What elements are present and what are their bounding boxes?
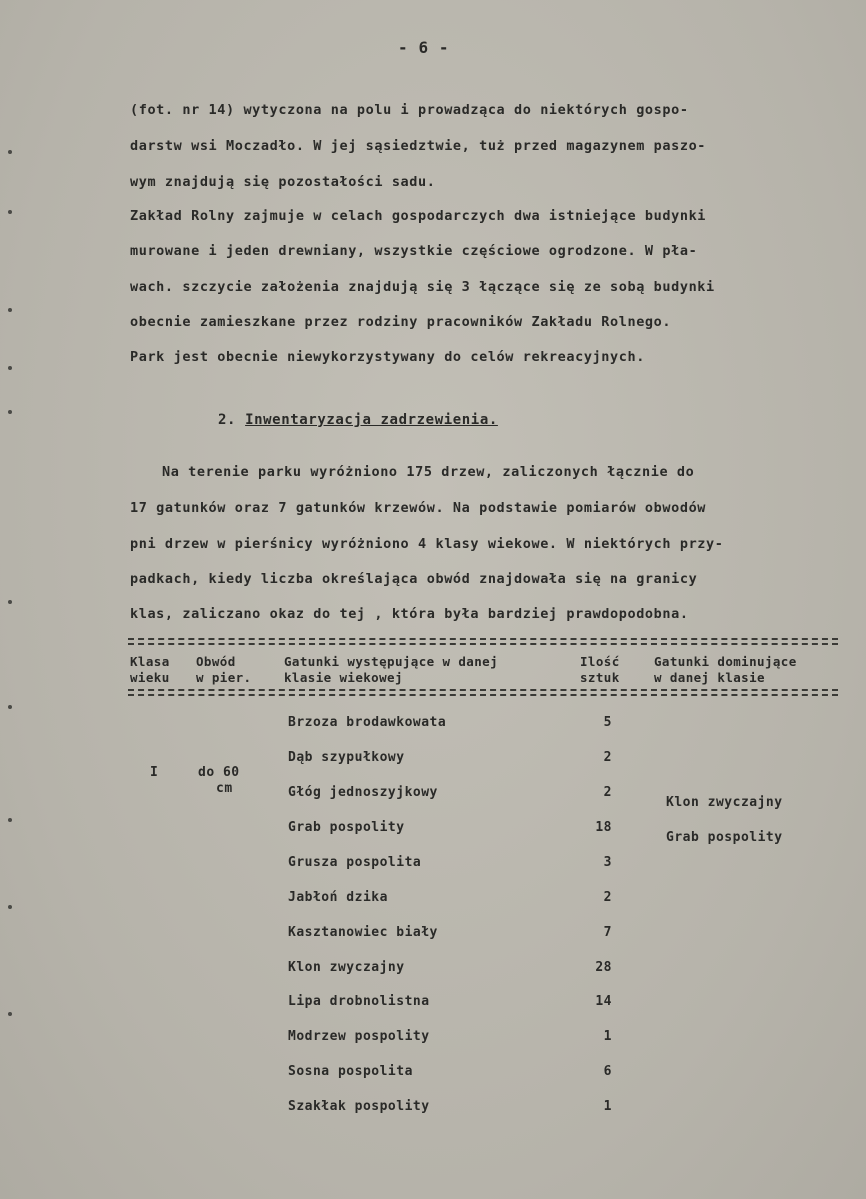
paragraph-line: (fot. nr 14) wytyczona na polu i prowadząca do niektórych gospo- (130, 102, 689, 118)
paragraph-line: wym znajdują się pozostałości sadu. (130, 174, 436, 190)
species-count: 14 (595, 994, 612, 1009)
species-name: Grusza pospolita (288, 855, 422, 870)
species-name: Klon zwyczajny (288, 960, 405, 975)
paragraph-line: pni drzew w pierśnicy wyróżniono 4 klasy wiekowe. W niektórych przy- (130, 536, 724, 552)
dominant-species: Grab pospolity (666, 830, 783, 845)
class-label: I (150, 765, 159, 780)
paragraph-line: darstw wsi Moczadło. W jej sąsiedztwie, tuż przed magazynem paszo- (130, 138, 707, 154)
punch-hole-mark (8, 905, 12, 909)
species-name: Lipa drobnolistna (288, 994, 430, 1009)
species-name: Sosna pospolita (288, 1064, 413, 1079)
species-name: Jabłoń dzika (288, 890, 388, 905)
species-name: Grab pospolity (288, 820, 405, 835)
section-number: 2. (218, 412, 237, 428)
species-name: Brzoza brodawkowata (288, 715, 447, 730)
paragraph-line: Na terenie parku wyróżniono 175 drzew, zaliczonych łącznie do (162, 464, 695, 480)
species-count: 5 (603, 715, 612, 730)
dominant-species: Klon zwyczajny (666, 795, 783, 810)
header-obwod: Obwód w pier. (196, 654, 252, 685)
punch-hole-mark (8, 818, 12, 822)
species-count: 28 (595, 960, 612, 975)
header-gatunki: Gatunki występujące w danej klasie wiekowej (284, 654, 498, 685)
header-dominujace: Gatunki dominujące w danej klasie (654, 654, 797, 685)
section-title: Inwentaryzacja zadrzewienia. (245, 412, 498, 428)
punch-hole-mark (8, 1012, 12, 1016)
punch-hole-mark (8, 705, 12, 709)
species-count: 2 (603, 785, 612, 800)
species-count: 1 (603, 1029, 612, 1044)
punch-hole-mark (8, 210, 12, 214)
paragraph-line: 17 gatunków oraz 7 gatunków krzewów. Na podstawie pomiarów obwodów (130, 500, 707, 516)
species-count: 7 (603, 925, 612, 940)
paragraph-line: Park jest obecnie niewykorzystywany do celów rekreacyjnych. (130, 349, 645, 365)
obwod-value: do 60 (198, 765, 240, 780)
table-header-rule (128, 694, 838, 696)
punch-hole-mark (8, 308, 12, 312)
table-header-rule (128, 689, 838, 691)
species-count: 2 (603, 890, 612, 905)
table-top-rule (128, 638, 838, 640)
species-name: Dąb szypułkowy (288, 750, 405, 765)
paragraph-line: padkach, kiedy liczba określająca obwód znajdowała się na granicy (130, 571, 698, 587)
species-count: 3 (603, 855, 612, 870)
page-number: - 6 - (398, 38, 450, 57)
species-count: 18 (595, 820, 612, 835)
species-name: Głóg jednoszyjkowy (288, 785, 438, 800)
section-heading (218, 412, 498, 428)
paragraph-line: wach. szczycie założenia znajdują się 3 łączące się ze sobą budynki (130, 279, 715, 295)
paragraph-line: klas, zaliczano okaz do tej , która była bardziej prawdopodobna. (130, 606, 689, 622)
header-klasa: Klasa wieku (130, 654, 170, 685)
punch-hole-mark (8, 150, 12, 154)
species-name: Modrzew pospolity (288, 1029, 430, 1044)
obwod-unit: cm (216, 781, 233, 796)
species-count: 6 (603, 1064, 612, 1079)
species-name: Szakłak pospolity (288, 1099, 430, 1114)
paragraph-line: Zakład Rolny zajmuje w celach gospodarczych dwa istniejące budynki (130, 208, 707, 224)
table-top-rule (128, 643, 838, 645)
header-ilosc: Ilość sztuk (580, 654, 620, 685)
species-count: 1 (603, 1099, 612, 1114)
paragraph-line: obecnie zamieszkane przez rodziny pracowników Zakładu Rolnego. (130, 314, 672, 330)
species-name: Kasztanowiec biały (288, 925, 438, 940)
paragraph-line: murowane i jeden drewniany, wszystkie częściowe ogrodzone. W pła- (130, 243, 698, 259)
punch-hole-mark (8, 600, 12, 604)
species-count: 2 (603, 750, 612, 765)
punch-hole-mark (8, 410, 12, 414)
punch-hole-mark (8, 366, 12, 370)
